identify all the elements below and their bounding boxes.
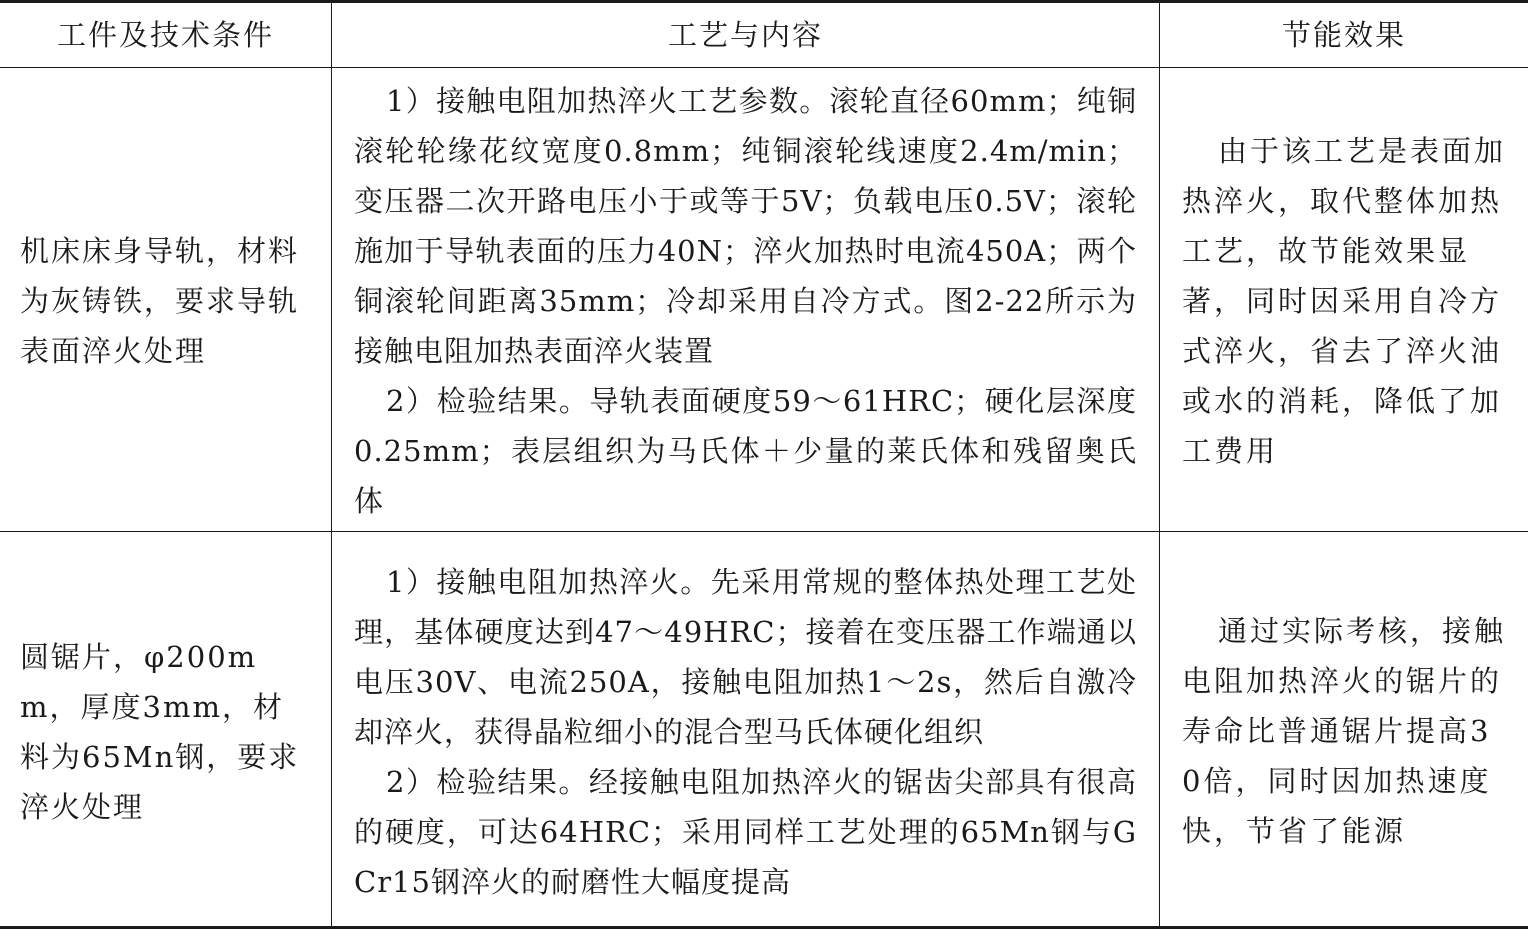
- row2-condition: 圆锯片，φ200mm，厚度3mm，材料为65Mn钢，要求淬火处理: [20, 640, 300, 824]
- row1-process-step1: 1）接触电阻加热淬火工艺参数。滚轮直径60mm；纯铜滚轮轮缘花纹宽度0.8mm；纯铜滚轮线速度2.4m/min；变压器二次开路电压小于或等于5V；负载电压0.5V；滚轮施加于导轨表面的压力40N；淬火加热时电流450A；两个铜滚轮间距离35mm；冷却采用自冷方式。图2-22所示为接触电阻加热表面淬火装置: [354, 84, 1137, 368]
- row1-process-step2: 2）检验结果。导轨表面硬度59～61HRC；硬化层深度0.25mm；表层组织为马氏体＋少量的莱氏体和残留奥氏体: [354, 384, 1137, 518]
- header-divider: [0, 67, 1528, 68]
- row2-effect: 通过实际考核，接触电阻加热淬火的锯片的寿命比普通锯片提高30倍，同时因加热速度快，节省了能源: [1182, 614, 1507, 848]
- header-condition: 工件及技术条件: [56, 18, 274, 52]
- header-process: 工艺与内容: [667, 18, 823, 52]
- row2-process-step1: 1）接触电阻加热淬火。先采用常规的整体热处理工艺处理，基体硬度达到47～49HRC；接着在变压器工作端通以电压30V、电流250A，接触电阻加热1～2s，然后自激冷却淬火，获得晶粒细小的混合型马氏体硬化组织: [354, 565, 1137, 749]
- row-divider: [0, 531, 1528, 532]
- row1-effect: 由于该工艺是表面加热淬火，取代整体加热工艺，故节能效果显著，同时因采用自冷方式淬火，省去了淬火油或水的消耗，降低了加工费用: [1182, 134, 1507, 468]
- row1-condition: 机床床身导轨，材料为灰铸铁，要求导轨表面淬火处理: [20, 234, 300, 368]
- header-effect: 节能效果: [1281, 18, 1406, 52]
- row2-process-step2: 2）检验结果。经接触电阻加热淬火的锯齿尖部具有很高的硬度，可达64HRC；采用同样工艺处理的65Mn钢与GCr15钢淬火的耐磨性大幅度提高: [354, 765, 1137, 899]
- table-bottom-rule: [0, 926, 1528, 929]
- row2-process: [332, 557, 1159, 907]
- row1-process: [332, 76, 1159, 526]
